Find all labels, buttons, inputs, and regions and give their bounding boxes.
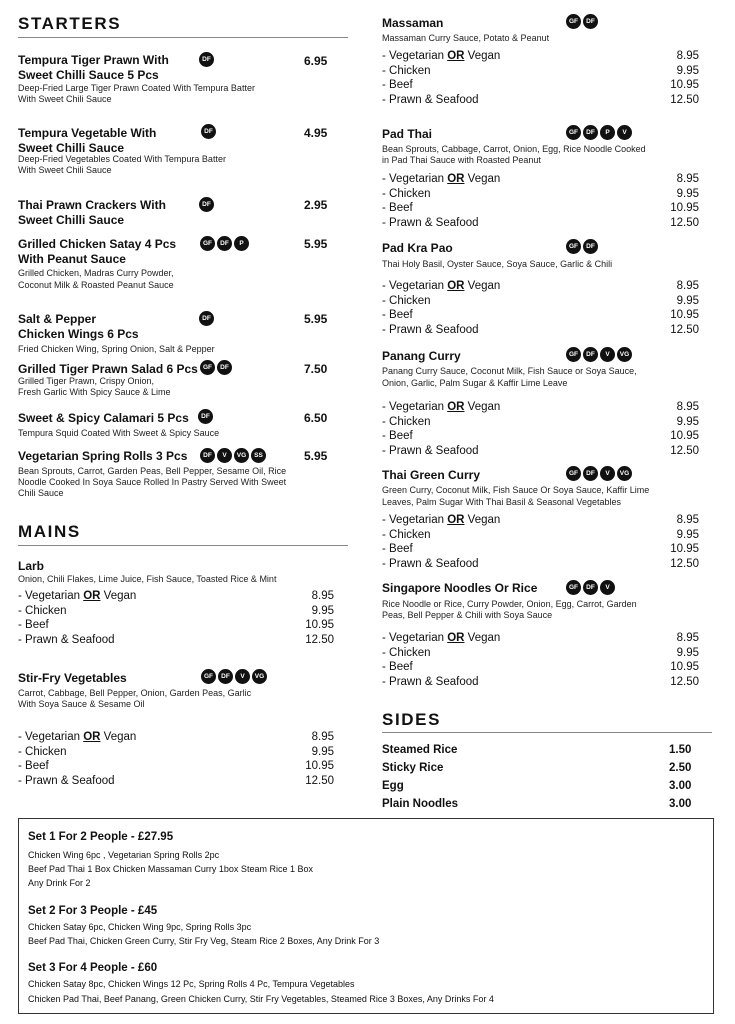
option-label: - Prawn & Seafood xyxy=(382,93,479,106)
starter-item-name-line2: Sweet Chilli Sauce xyxy=(18,141,125,155)
main-item-badges xyxy=(564,13,598,31)
option-price: 10.95 xyxy=(670,430,699,442)
option-price: 9.95 xyxy=(676,294,699,307)
peanut-badge: P xyxy=(600,125,615,140)
option-label: - Beef xyxy=(382,202,413,214)
main-item-desc: Carrot, Cabbage, Bell Pepper, Onion, Garden Peas, Garlic xyxy=(18,688,252,698)
starter-item-badges xyxy=(199,123,216,141)
option-label: - Prawn & Seafood xyxy=(382,444,479,457)
option-row xyxy=(382,78,699,93)
option-row xyxy=(382,429,699,444)
option-price: 9.95 xyxy=(676,528,699,541)
option-price: 9.95 xyxy=(311,604,334,617)
main-item-badges xyxy=(564,346,632,364)
option-price: 8.95 xyxy=(676,173,699,185)
option-price: 12.50 xyxy=(305,633,334,646)
main-item-options xyxy=(382,513,699,571)
starter-item-badges xyxy=(196,408,213,426)
starter-item-desc: Fried Chicken Wing, Spring Onion, Salt & Pepper xyxy=(18,344,215,354)
set-line: Chicken Pad Thai, Beef Panang, Green Chicken Curry, Stir Fry Vegetables, Steamed Rice 3 Boxes, Any Drinks For 4 xyxy=(28,994,494,1004)
side-item-name: Plain Noodles xyxy=(382,798,459,810)
starter-item-price: 6.95 xyxy=(304,54,328,68)
dairy-free-badge: DF xyxy=(583,466,598,481)
option-label: - Prawn & Seafood xyxy=(18,774,115,787)
main-item-desc-line2: Leaves, Palm Sugar With Thai Basil & Seasonal Vegetables xyxy=(382,497,621,507)
option-row xyxy=(382,513,699,528)
option-row xyxy=(382,415,699,430)
side-item-price: 2.50 xyxy=(669,762,692,774)
starter-item-desc: Tempura Squid Coated With Sweet & Spicy Sauce xyxy=(18,428,220,438)
option-price: 9.95 xyxy=(676,187,699,200)
gluten-free-badge: GF xyxy=(566,466,581,481)
option-price: 12.50 xyxy=(670,323,699,336)
starter-item-desc: Grilled Chicken, Madras Curry Powder, xyxy=(18,268,174,278)
option-price: 8.95 xyxy=(676,632,699,644)
option-price: 8.95 xyxy=(676,50,699,62)
vegetarian-badge: V xyxy=(217,448,232,463)
option-row xyxy=(382,631,699,646)
starter-item-name: Sweet & Spicy Calamari 5 Pcs xyxy=(18,411,189,425)
option-label: - Chicken xyxy=(382,646,431,659)
option-price: 8.95 xyxy=(311,731,334,743)
option-row xyxy=(382,660,699,675)
main-item-name: Singapore Noodles Or Rice xyxy=(382,581,538,595)
option-label: - Chicken xyxy=(382,528,431,541)
main-item-desc: Rice Noodle or Rice, Curry Powder, Onion, Egg, Carrot, Garden xyxy=(382,599,637,609)
dairy-free-badge: DF xyxy=(199,52,214,67)
starter-item-name-line2: Chicken Wings 6 Pcs xyxy=(18,327,139,341)
option-price: 8.95 xyxy=(676,514,699,526)
option-price: 9.95 xyxy=(311,745,334,758)
main-item-desc: Panang Curry Sauce, Coconut Milk, Fish Sauce or Soya Sauce, xyxy=(382,366,637,376)
starter-item-badges xyxy=(198,235,249,253)
option-row xyxy=(382,49,699,64)
option-price: 9.95 xyxy=(676,415,699,428)
option-label: - Beef xyxy=(382,309,413,321)
main-item-options xyxy=(18,589,334,647)
starter-item-desc: Deep-Fried Vegetables Coated With Tempura Batter xyxy=(18,154,226,164)
starters-heading: STARTERS xyxy=(18,14,122,33)
side-item-price: 3.00 xyxy=(669,780,692,792)
main-item-name: Larb xyxy=(18,559,45,573)
starter-item-name: Grilled Tiger Prawn Salad 6 Pcs xyxy=(18,362,198,376)
main-item-badges xyxy=(564,238,598,256)
starter-item-desc: Deep-Fried Large Tiger Prawn Coated With Tempura Batter xyxy=(18,83,255,93)
starter-item-price: 5.95 xyxy=(304,237,328,251)
option-row xyxy=(382,64,699,79)
option-price: 9.95 xyxy=(676,64,699,77)
set-menu-box xyxy=(18,818,714,1014)
main-item-options xyxy=(382,400,699,458)
starter-item-badges xyxy=(197,310,214,328)
option-label: - Beef xyxy=(382,661,413,673)
set-line: Chicken Satay 8pc, Chicken Wings 12 Pc, Spring Rolls 4 Pc, Tempura Vegetables xyxy=(28,979,355,989)
option-label: - Prawn & Seafood xyxy=(382,557,479,570)
option-price: 8.95 xyxy=(676,280,699,292)
main-item-desc: Massaman Curry Sauce, Potato & Peanut xyxy=(382,33,550,43)
dairy-free-badge: DF xyxy=(217,236,232,251)
option-price: 12.50 xyxy=(670,444,699,457)
dairy-free-badge: DF xyxy=(201,124,216,139)
set-line: Any Drink For 2 xyxy=(28,878,91,888)
option-label: - Chicken xyxy=(382,415,431,428)
option-price: 9.95 xyxy=(676,646,699,659)
starter-item-name-line2: Sweet Chilli Sauce 5 Pcs xyxy=(18,68,159,82)
dairy-free-badge: DF xyxy=(200,448,215,463)
vegan-badge: VG xyxy=(252,669,267,684)
option-row xyxy=(382,279,699,294)
option-label: - Beef xyxy=(18,619,49,631)
gluten-free-badge: GF xyxy=(566,580,581,595)
option-price: 10.95 xyxy=(670,661,699,673)
option-label: - Vegetarian OR Vegan xyxy=(382,401,501,413)
starter-item-name: Grilled Chicken Satay 4 Pcs xyxy=(18,237,177,251)
set-title: Set 2 For 3 People - £45 xyxy=(28,905,158,917)
starter-item-name: Tempura Tiger Prawn With xyxy=(18,53,169,67)
option-row xyxy=(18,618,334,633)
vegan-badge: VG xyxy=(617,347,632,362)
starter-item-badges xyxy=(198,359,232,377)
starter-item-badges xyxy=(197,196,214,214)
option-label: - Chicken xyxy=(382,294,431,307)
option-row xyxy=(382,323,699,338)
dairy-free-badge: DF xyxy=(198,409,213,424)
option-price: 10.95 xyxy=(670,543,699,555)
option-label: - Vegetarian OR Vegan xyxy=(382,632,501,644)
starter-item-name-line2: Sweet Chilli Sauce xyxy=(18,213,125,227)
vegetarian-badge: V xyxy=(600,347,615,362)
set-line: Beef Pad Thai, Chicken Green Curry, Stir Fry Veg, Steam Rice 2 Boxes, Any Drink For 3 xyxy=(28,936,380,946)
starter-item-price: 2.95 xyxy=(304,198,328,212)
side-item-price: 3.00 xyxy=(669,798,692,810)
option-label: - Vegetarian OR Vegan xyxy=(382,173,501,185)
option-price: 12.50 xyxy=(305,774,334,787)
main-item-name: Panang Curry xyxy=(382,349,461,363)
starter-item-badges xyxy=(197,51,214,69)
dairy-free-badge: DF xyxy=(583,125,598,140)
option-row xyxy=(18,730,334,745)
main-item-desc: Thai Holy Basil, Oyster Sauce, Soya Sauce, Garlic & Chili xyxy=(382,259,613,269)
option-row xyxy=(18,633,334,648)
option-row xyxy=(382,557,699,572)
set-line: Chicken Wing 6pc , Vegetarian Spring Rolls 2pc xyxy=(28,850,220,860)
set-title: Set 1 For 2 People - £27.95 xyxy=(28,831,174,843)
main-item-options xyxy=(382,631,699,689)
option-price: 12.50 xyxy=(670,557,699,570)
option-label: - Chicken xyxy=(382,187,431,200)
sides-heading: SIDES xyxy=(382,710,442,729)
option-price: 12.50 xyxy=(670,93,699,106)
option-price: 10.95 xyxy=(670,202,699,214)
main-item-badges xyxy=(564,465,632,483)
main-item-name: Stir-Fry Vegetables xyxy=(18,671,127,685)
option-label: - Vegetarian OR Vegan xyxy=(18,590,137,602)
main-item-desc-line2: in Pad Thai Sauce with Roasted Peanut xyxy=(382,155,541,165)
option-price: 12.50 xyxy=(670,675,699,688)
option-price: 10.95 xyxy=(305,760,334,772)
option-row xyxy=(382,646,699,661)
option-label: - Chicken xyxy=(382,64,431,77)
option-row xyxy=(18,745,334,760)
vegetarian-badge: V xyxy=(235,669,250,684)
option-row xyxy=(382,172,699,187)
starter-item-name-line2: With Peanut Sauce xyxy=(18,252,126,266)
option-row xyxy=(382,542,699,557)
main-item-desc-line2: Peas, Bell Pepper & Chili with Soya Sauce xyxy=(382,610,553,620)
option-label: - Prawn & Seafood xyxy=(18,633,115,646)
side-item-name: Sticky Rice xyxy=(382,762,444,774)
dairy-free-badge: DF xyxy=(218,669,233,684)
main-item-desc-line2: Onion, Garlic, Palm Sugar & Kaffir Lime Leave xyxy=(382,378,568,388)
main-item-name: Pad Thai xyxy=(382,127,433,141)
starter-item-name: Salt & Pepper xyxy=(18,312,97,326)
option-label: - Vegetarian OR Vegan xyxy=(382,50,501,62)
option-price: 10.95 xyxy=(670,79,699,91)
main-item-badges xyxy=(564,124,632,142)
option-price: 10.95 xyxy=(670,309,699,321)
option-row xyxy=(382,93,699,108)
side-item-name: Egg xyxy=(382,780,404,792)
starter-item-desc-line2: With Sweet Chili Sauce xyxy=(18,165,112,175)
starter-item-name: Vegetarian Spring Rolls 3 Pcs xyxy=(18,449,188,463)
starter-item-price: 7.50 xyxy=(304,362,328,376)
option-row xyxy=(382,308,699,323)
option-label: - Chicken xyxy=(18,745,67,758)
option-label: - Beef xyxy=(18,760,49,772)
main-item-desc: Bean Sprouts, Cabbage, Carrot, Onion, Egg, Rice Noodle Cooked xyxy=(382,144,646,154)
option-label: - Vegetarian OR Vegan xyxy=(18,731,137,743)
dairy-free-badge: DF xyxy=(217,360,232,375)
option-row xyxy=(18,759,334,774)
starter-item-price: 6.50 xyxy=(304,411,328,425)
peanut-badge: P xyxy=(234,236,249,251)
option-row xyxy=(18,774,334,789)
option-label: - Beef xyxy=(382,543,413,555)
option-label: - Chicken xyxy=(18,604,67,617)
option-row xyxy=(382,444,699,459)
starter-item-desc: Bean Sprouts, Carrot, Garden Peas, Bell Pepper, Sesame Oil, Rice xyxy=(18,466,287,476)
vegetarian-badge: V xyxy=(600,466,615,481)
main-item-options xyxy=(382,279,699,337)
option-row xyxy=(382,216,699,231)
main-item-name: Thai Green Curry xyxy=(382,468,481,482)
starter-item-desc-line2: Fresh Garlic With Spicy Sauce & Lime xyxy=(18,387,171,397)
main-item-options xyxy=(382,172,699,230)
option-label: - Vegetarian OR Vegan xyxy=(382,514,501,526)
mains-divider xyxy=(18,545,348,546)
main-item-desc-line2: With Soya Sauce & Sesame Oil xyxy=(18,699,145,709)
option-row xyxy=(382,187,699,202)
option-row xyxy=(382,528,699,543)
gluten-free-badge: GF xyxy=(566,239,581,254)
vegan-badge: VG xyxy=(617,466,632,481)
option-label: - Prawn & Seafood xyxy=(382,323,479,336)
starter-item-price: 4.95 xyxy=(304,126,328,140)
starter-item-name: Thai Prawn Crackers With xyxy=(18,198,166,212)
gluten-free-badge: GF xyxy=(201,669,216,684)
starter-item-desc-line2: Noodle Cooked In Soya Sauce Rolled In Pastry Served With Sweet xyxy=(18,477,287,487)
vegetarian-badge: V xyxy=(617,125,632,140)
starter-item-desc: Grilled Tiger Prawn, Crispy Onion, xyxy=(18,376,155,386)
gluten-free-badge: GF xyxy=(566,14,581,29)
main-item-badges xyxy=(564,579,615,597)
dairy-free-badge: DF xyxy=(199,197,214,212)
starter-item-price: 5.95 xyxy=(304,312,328,326)
set-title: Set 3 For 4 People - £60 xyxy=(28,962,158,974)
dairy-free-badge: DF xyxy=(583,239,598,254)
starter-item-badges xyxy=(198,447,266,465)
sides-divider xyxy=(382,732,712,733)
option-row xyxy=(18,589,334,604)
option-row xyxy=(382,400,699,415)
option-label: - Prawn & Seafood xyxy=(382,675,479,688)
main-item-options xyxy=(382,49,699,107)
option-price: 10.95 xyxy=(305,619,334,631)
option-price: 8.95 xyxy=(676,401,699,413)
side-item-name: Steamed Rice xyxy=(382,744,458,756)
main-item-desc: Green Curry, Coconut Milk, Fish Sauce Or Soya Sauce, Kaffir Lime xyxy=(382,485,650,495)
main-item-desc: Onion, Chili Flakes, Lime Juice, Fish Sauce, Toasted Rice & Mint xyxy=(18,574,277,584)
main-item-badges xyxy=(199,668,267,686)
option-label: - Beef xyxy=(382,430,413,442)
option-row xyxy=(18,604,334,619)
option-label: - Prawn & Seafood xyxy=(382,216,479,229)
option-row xyxy=(382,201,699,216)
starter-item-name: Tempura Vegetable With xyxy=(18,126,157,140)
starter-item-desc-line2: Coconut Milk & Roasted Peanut Sauce xyxy=(18,280,174,290)
option-price: 8.95 xyxy=(311,590,334,602)
gluten-free-badge: GF xyxy=(200,236,215,251)
gluten-free-badge: GF xyxy=(200,360,215,375)
dairy-free-badge: DF xyxy=(199,311,214,326)
spicy-sauce-badge: SS xyxy=(251,448,266,463)
starter-item-desc-line2: With Sweet Chili Sauce xyxy=(18,94,112,104)
starters-divider xyxy=(18,37,348,38)
gluten-free-badge: GF xyxy=(566,347,581,362)
main-item-options xyxy=(18,730,334,788)
dairy-free-badge: DF xyxy=(583,347,598,362)
mains-heading: MAINS xyxy=(18,522,81,541)
set-line: Beef Pad Thai 1 Box Chicken Massaman Curry 1box Steam Rice 1 Box xyxy=(28,864,313,874)
dairy-free-badge: DF xyxy=(583,14,598,29)
option-row xyxy=(382,294,699,309)
side-item-price: 1.50 xyxy=(669,744,692,756)
option-price: 12.50 xyxy=(670,216,699,229)
main-item-name: Massaman xyxy=(382,16,444,30)
dairy-free-badge: DF xyxy=(583,580,598,595)
gluten-free-badge: GF xyxy=(566,125,581,140)
option-label: - Vegetarian OR Vegan xyxy=(382,280,501,292)
option-row xyxy=(382,675,699,690)
option-label: - Beef xyxy=(382,79,413,91)
vegetarian-badge: V xyxy=(600,580,615,595)
set-line: Chicken Satay 6pc, Chicken Wing 9pc, Spring Rolls 3pc xyxy=(28,922,252,932)
vegan-badge: VG xyxy=(234,448,249,463)
main-item-name: Pad Kra Pao xyxy=(382,241,453,255)
starter-item-desc-line3: Chili Sauce xyxy=(18,488,64,498)
starter-item-price: 5.95 xyxy=(304,449,328,463)
